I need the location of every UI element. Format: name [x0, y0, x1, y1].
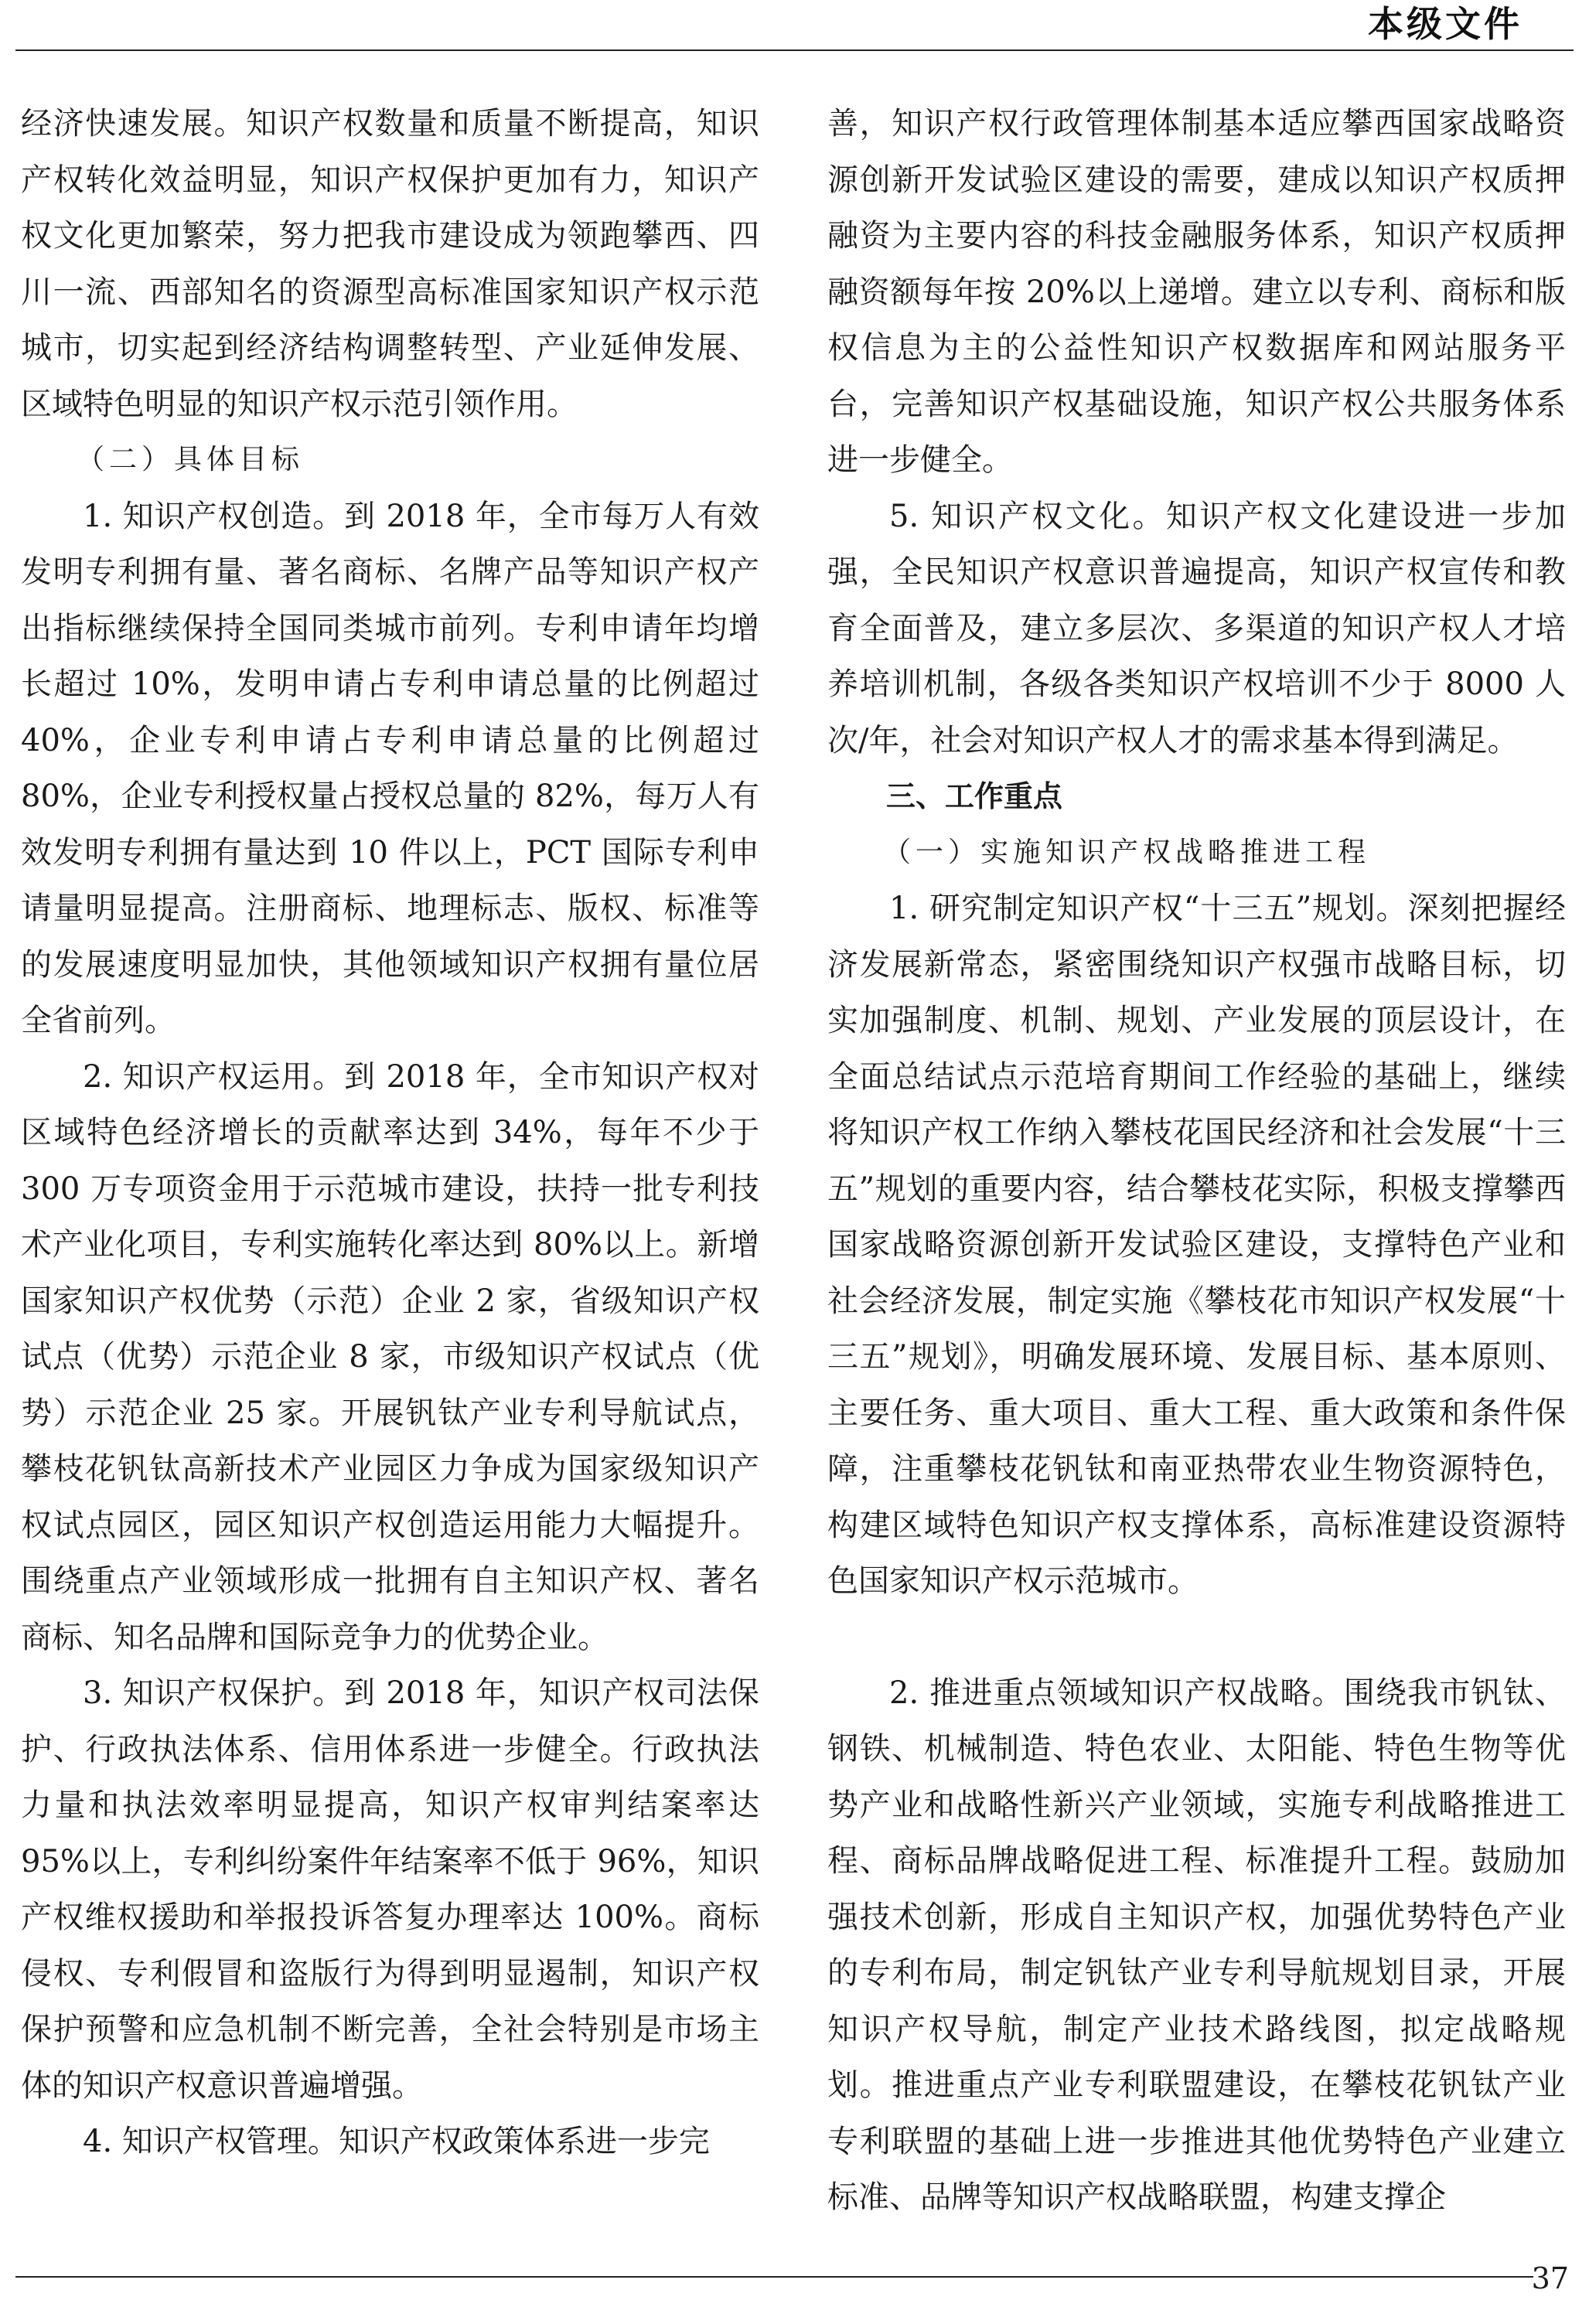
paragraph: 1. 知识产权创造。到 2018 年，全市每万人有效发明专利拥有量、著名商标、名牌产品等知识产权产出指标继续保持全国同类城市前列。专利申请年均增长超过 10%，发明申请占专利申请总量的比例超过 40%，企业专利申请占专利申请总量的比例超过 80%，企业专利授权量占授权总量的 82%，每万人有效发明专利拥有量达到 10 件以上，PCT 国际专利申请量明显提高。注册商标、地理标志、版权、标准等的发展速度明显加快，其他领域知识产权拥有量位居全省前列。 [21, 498, 759, 1038]
paragraph: 3. 知识产权保护。到 2018 年，知识产权司法保护、行政执法体系、信用体系进一步健全。行政执法力量和执法效率明显提高，知识产权审判结案率达 95%以上，专利纠纷案件年结案率不低于 96%，知识产权维权援助和举报投诉答复办理率达 100%。商标侵权、专利假冒和盗版行为得到明显遏制，知识产权保护预警和应急机制不断完善，全社会特别是市场主体的知识产权意识普遍增强。 [21, 1675, 759, 2104]
page-header-title: 本级文件 [1368, 3, 1523, 45]
header-rule [15, 49, 1574, 51]
section-heading: 三、工作重点 [886, 779, 1063, 813]
paragraph-gap [827, 1610, 1566, 1665]
paragraph: 经济快速发展。知识产权数量和质量不断提高，知识产权转化效益明显，知识产权保护更加有力，知识产权文化更加繁荣，努力把我市建设成为领跑攀西、四川一流、西部知名的资源型高标准国家知识产权示范城市，切实起到经济结构调整转型、产业延伸发展、区域特色明显的知识产权示范引领作用。 [21, 106, 759, 422]
footer-rule [15, 2276, 1533, 2278]
paragraph: 善，知识产权行政管理体制基本适应攀西国家战略资源创新开发试验区建设的需要，建成以知识产权质押融资为主要内容的科技金融服务体系，知识产权质押融资额每年按 20%以上递增。建立以专利、商标和版权信息为主的公益性知识产权数据库和网站服务平台，完善知识产权基础设施，知识产权公共服务体系进一步健全。 [827, 106, 1566, 478]
paragraph: 4. 知识产权管理。知识产权政策体系进一步完 [83, 2124, 710, 2159]
paragraph: 2. 知识产权运用。到 2018 年，全市知识产权对区域特色经济增长的贡献率达到 34%，每年不少于 300 万专项资金用于示范城市建设，扶持一批专利技术产业化项目，专利实施转化率达到 80%以上。新增国家知识产权优势（示范）企业 2 家，省级知识产权试点（优势）示范企业 8 家，市级知识产权试点（优势）示范企业 25 家。开展钒钛产业专利导航试点，攀枝花钒钛高新技术产业园区力争成为国家级知识产权试点园区，园区知识产权创造运用能力大幅提升。围绕重点产业领域形成一批拥有自主知识产权、著名商标、知名品牌和国际竞争力的优势企业。 [21, 1058, 759, 1655]
section-subheading: （一）实施知识产权战略推进工程 [883, 836, 1371, 868]
page-number: 37 [1531, 2261, 1569, 2295]
left-column [21, 96, 759, 2170]
paragraph: 2. 推进重点领域知识产权战略。围绕我市钒钛、钢铁、机械制造、特色农业、太阳能、特色生物等优势产业和战略性新兴产业领域，实施专利战略推进工程、商标品牌战略促进工程、标准提升工程。鼓励加强技术创新，形成自主知识产权，加强优势特色产业的专利布局，制定钒钛产业专利导航规划目录，开展知识产权导航，制定产业技术路线图，拟定战略规划。推进重点产业专利联盟建设，在攀枝花钒钛产业专利联盟的基础上进一步推进其他优势特色产业建立标准、品牌等知识产权战略联盟，构建支撑企 [827, 1675, 1566, 2215]
right-column [827, 96, 1566, 2226]
paragraph: 1. 研究制定知识产权“十三五”规划。深刻把握经济发展新常态，紧密围绕知识产权强市战略目标，切实加强制度、机制、规划、产业发展的顶层设计，在全面总结试点示范培育期间工作经验的基础上，继续将知识产权工作纳入攀枝花国民经济和社会发展“十三五”规划的重要内容，结合攀枝花实际，积极支撑攀西国家战略资源创新开发试验区建设，支撑特色产业和社会经济发展，制定实施《攀枝花市知识产权发展“十三五”规划》，明确发展环境、发展目标、基本原则、主要任务、重大项目、重大工程、重大政策和条件保障，注重攀枝花钒钛和南亚热带农业生物资源特色，构建区域特色知识产权支撑体系，高标准建设资源特色国家知识产权示范城市。 [827, 891, 1566, 1599]
paragraph: 5. 知识产权文化。知识产权文化建设进一步加强，全民知识产权意识普遍提高，知识产权宣传和教育全面普及，建立多层次、多渠道的知识产权人才培养培训机制，各级各类知识产权培训不少于 8000 人次/年，社会对知识产权人才的需求基本得到满足。 [827, 498, 1566, 758]
section-subheading: （二）具体目标 [77, 444, 305, 475]
